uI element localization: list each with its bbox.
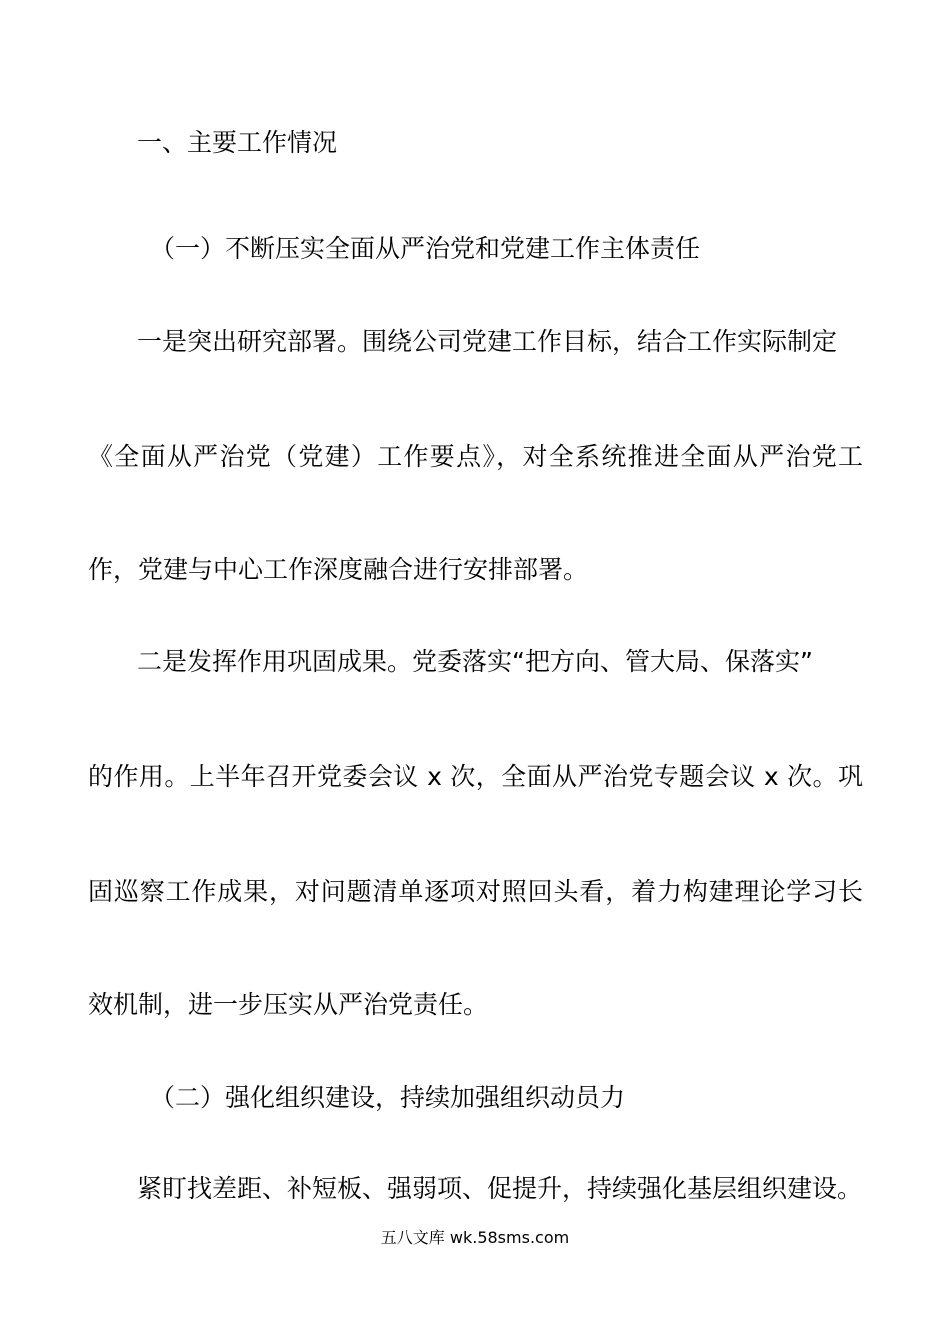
paragraph-line: 一是突出研究部署。围绕公司党建工作目标，结合工作实际制定 [137,327,838,356]
paragraph-line: 固巡察工作成果，对问题清单逐项对照回头看，着力构建理论学习长 [88,877,863,906]
section-heading: 一、主要工作情况 [137,128,338,157]
paragraph-line: 《全面从严治党（党建）工作要点》，对全系统推进全面从严治党工 [88,442,863,471]
paragraph-line: 紧盯找差距、补短板、强弱项、促提升，持续强化基层组织建设。 [137,1174,863,1203]
footer-watermark: 五八文库 wk.58sms.com [380,1228,570,1247]
subsection-heading: （一）不断压实全面从严治党和党建工作主体责任 [150,234,701,263]
paragraph-line: 作，党建与中心工作深度融合进行安排部署。 [88,555,589,584]
paragraph-line: 效机制，进一步压实从严治党责任。 [88,990,489,1019]
paragraph-line: 二是发挥作用巩固成果。党委落实“把方向、管大局、保落实” [137,647,813,676]
subsection-heading: （二）强化组织建设，持续加强组织动员力 [150,1083,626,1112]
paragraph-line: 的作用。上半年召开党委会议 x 次，全面从严治党专题会议 x 次。巩 [88,762,863,791]
